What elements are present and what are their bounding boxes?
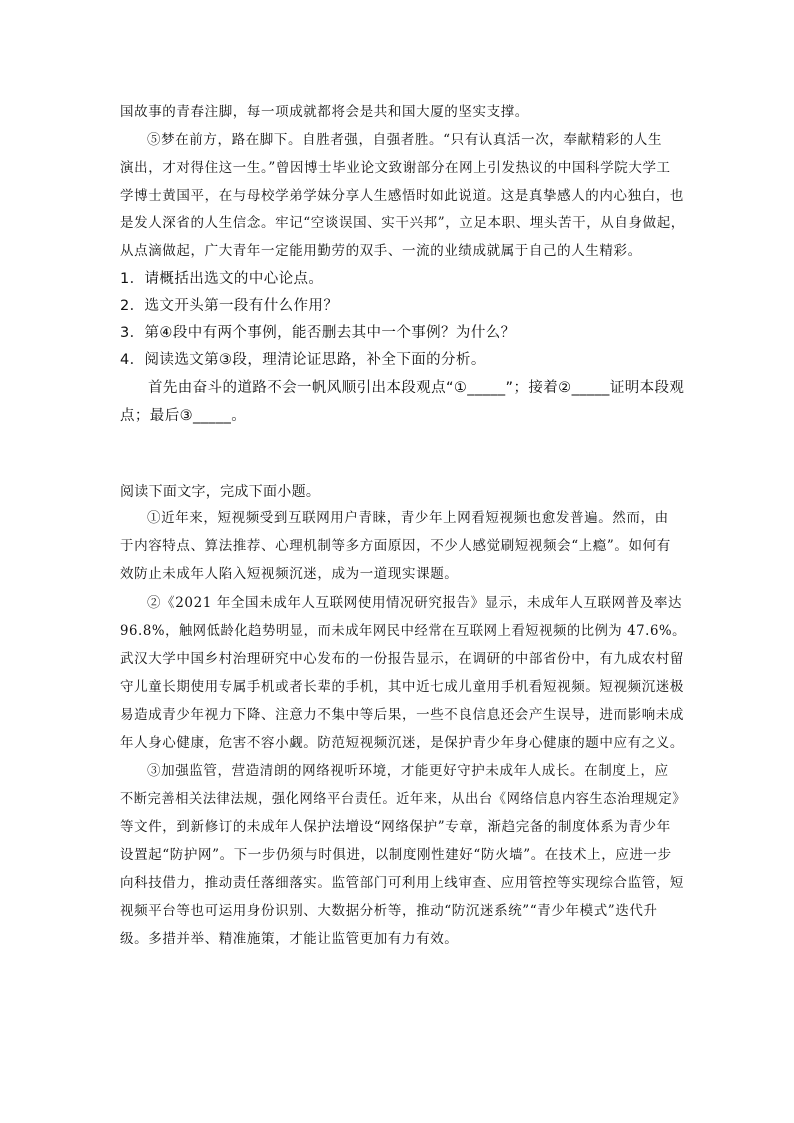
passage1-line: ⑤梦在前方，路在脚下。自胜者强，自强者胜。“只有认真活一次，奉献精彩的人生	[147, 132, 663, 148]
passage1-line: 从点滴做起，广大青年一定能用勤劳的双手、一流的业绩成就属于自己的人生精彩。	[120, 243, 642, 259]
passage2-line: ②《2021 年全国未成年人互联网使用情况研究报告》显示，未成年人互联网普及率达	[147, 595, 683, 611]
section-instruction: 阅读下面文字，完成下面小题。	[120, 484, 321, 500]
passage2-line: 视频平台等也可运用身份识别、大数据分析等，推动“防沉迷系统”“青少年模式”迭代升	[120, 903, 658, 919]
passage1-line: 演出，才对得住这一生。”曾因博士毕业论文致谢部分在网上引发热议的中国科学院大学工	[120, 160, 671, 176]
question-4-analysis-end: 点；最后③_____。	[120, 408, 247, 424]
passage2-line: 级。多措并举、精准施策，才能让监管更加有力有效。	[120, 931, 459, 947]
passage2-line: 易造成青少年视力下降、注意力不集中等后果，一些不良信息还会产生误导，进而影响未成	[120, 707, 684, 723]
passage2-line: 守儿童长期使用专属手机或者长辈的手机，其中近七成儿童用手机看短视频。短视频沉迷极	[120, 679, 684, 695]
question-4-analysis: 首先由奋斗的道路不会一帆风顺引出本段观点“①_____”；接着②_____证明本段观	[148, 380, 685, 396]
question-3: 3．第④段中有两个事例，能否删去其中一个事例？为什么？	[120, 325, 516, 341]
passage2-line: ①近年来，短视频受到互联网用户青睐，青少年上网看短视频也愈发普遍。然而，由	[147, 510, 669, 526]
passage2-line: 等文件，到新修订的未成年人保护法增设“网络保护”专章，渐趋完备的制度体系为青少年	[120, 819, 671, 835]
question-2: 2．选文开头第一段有什么作用？	[120, 298, 339, 314]
passage1-line: 国故事的青春注脚，每一项成就都将会是共和国大厦的坚实支撑。	[120, 104, 529, 120]
question-1: 1．请概括出选文的中心论点。	[120, 271, 324, 287]
passage1-line: 是发人深省的人生信念。牢记“空谈误国、实干兴邦”，立足本职、埋头苦干，从自身做起，	[120, 215, 685, 231]
passage2-line: ③加强监管，营造清朗的网络视听环境，才能更好守护未成年人成长。在制度上，应	[147, 763, 669, 779]
passage2-line: 设置起“防护网”。下一步仍须与时俱进，以制度刚性建好“防火墙”。在技术上，应进一步	[120, 847, 672, 863]
passage2-line: 于内容特点、算法推荐、心理机制等多方面原因，不少人感觉刷短视频会“上瘾”。如何有	[120, 538, 671, 554]
passage2-line: 武汉大学中国乡村治理研究中心发布的一份报告显示，在调研的中部省份中，有九成农村留	[120, 651, 684, 667]
passage2-line: 效防止未成年人陷入短视频沉迷，成为一道现实课题。	[120, 566, 459, 582]
passage1-line: 学博士黄国平，在与母校学弟学妹分享人生感悟时如此说道。这是真挚感人的内心独白，也	[120, 188, 684, 204]
passage2-line: 向科技借力，推动责任落细落实。监管部门可利用上线审查、应用管控等实现综合监管，短	[120, 875, 684, 891]
passage2-line: 96.8%，触网低龄化趋势明显，而未成年网民中经常在互联网上看短视频的比例为 47.6%。	[120, 623, 687, 639]
question-4: 4．阅读选文第③段，理清论证思路，补全下面的分析。	[120, 352, 486, 368]
passage2-line: 年人身心健康，危害不容小觑。防范短视频沉迷，是保护青少年身心健康的题中应有之义。	[120, 735, 684, 751]
passage2-line: 不断完善相关法律法规，强化网络平台责任。近年来，从出台《网络信息内容生态治理规定》	[120, 791, 687, 807]
